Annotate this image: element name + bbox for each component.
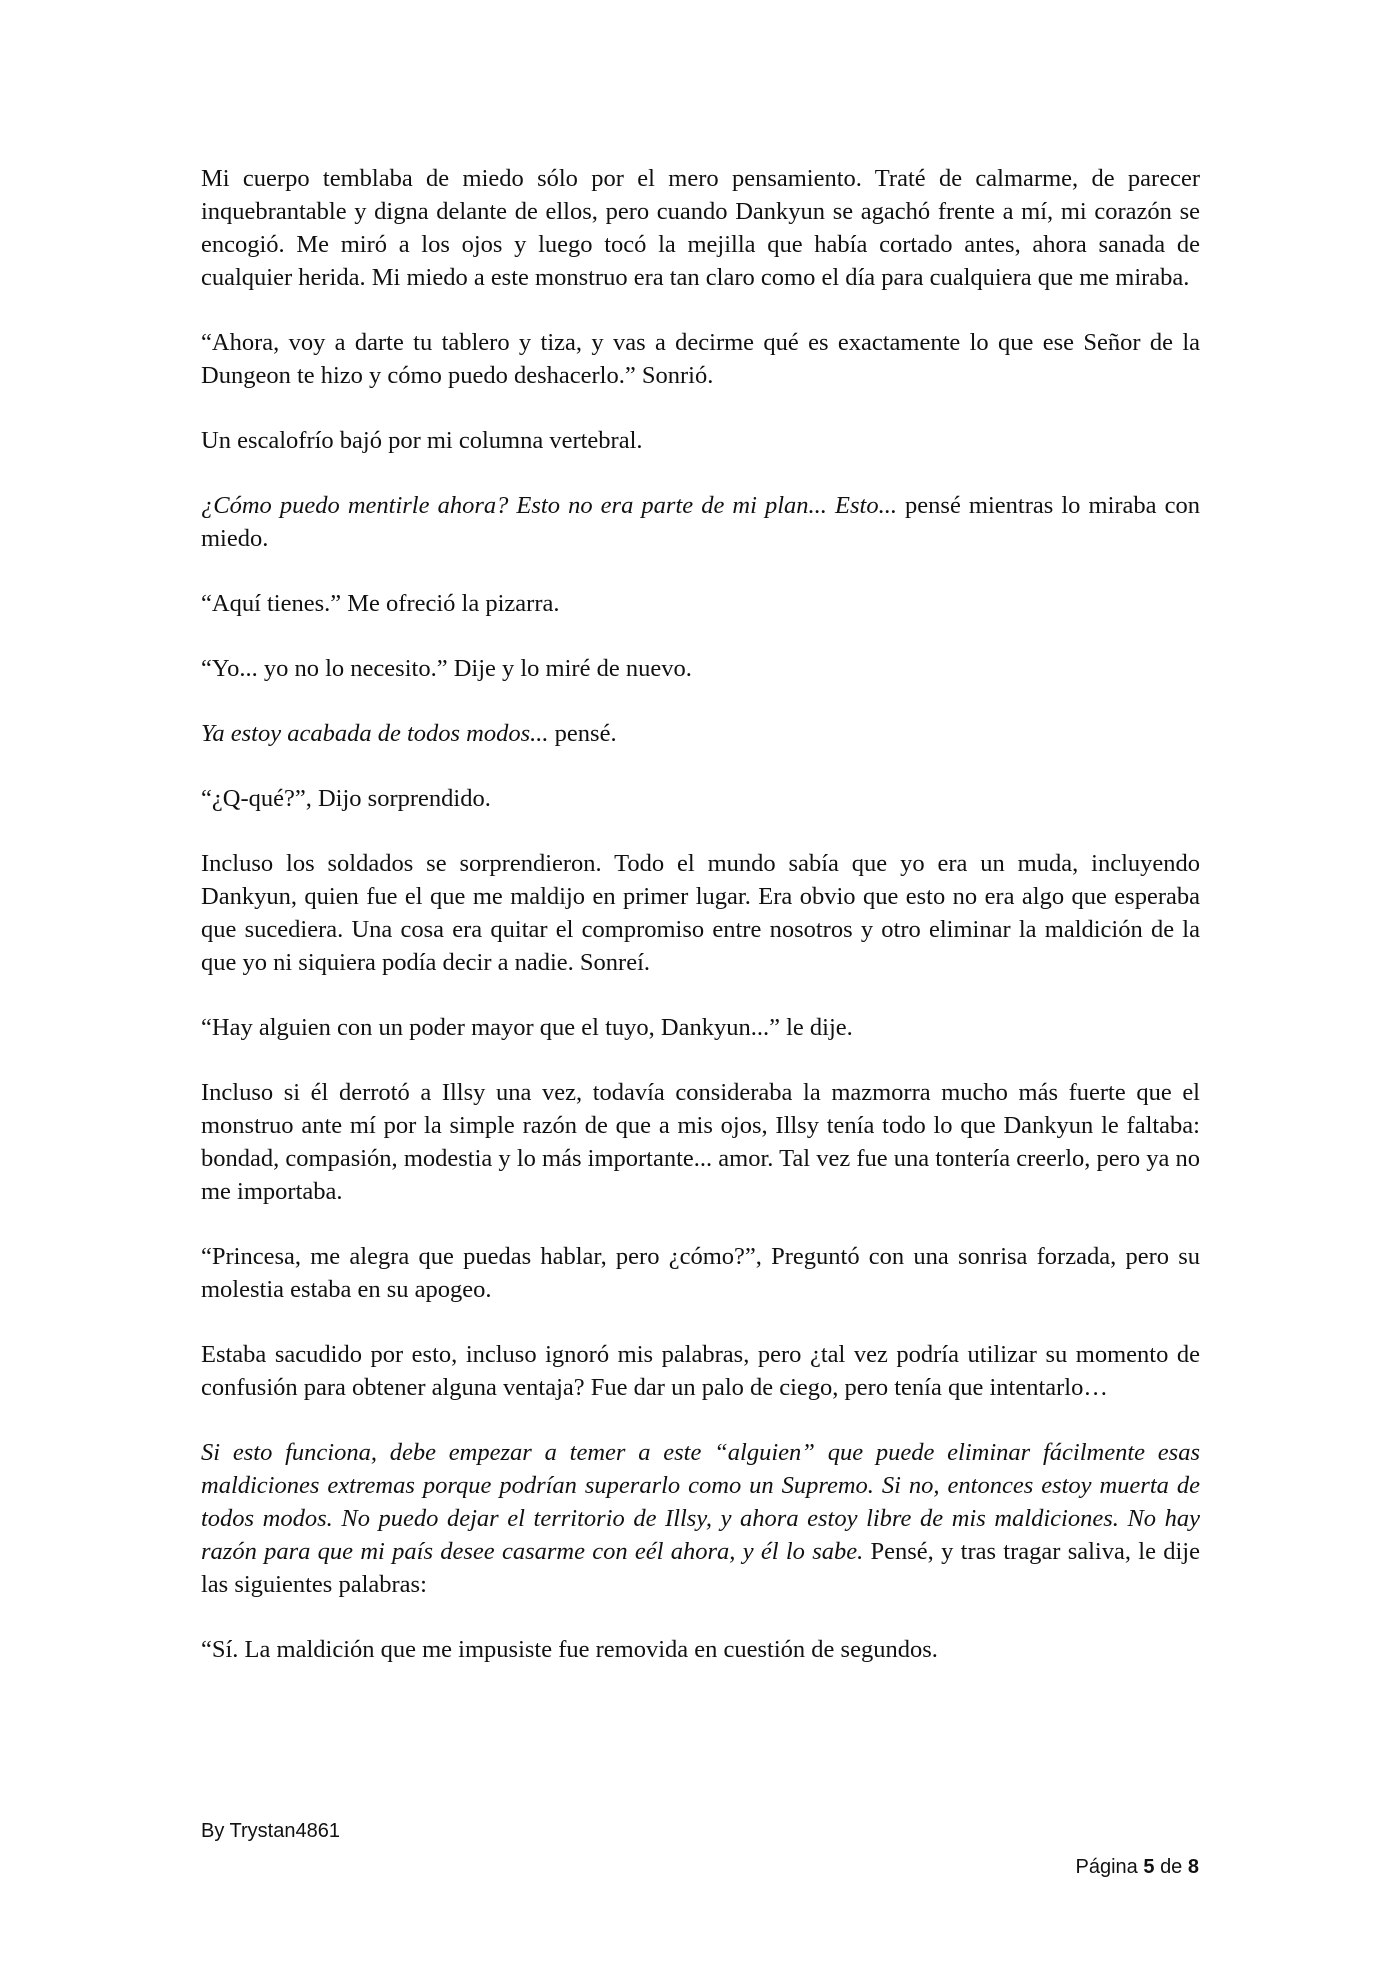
text: Incluso los soldados se sorprendieron. Todo el mundo sabía que yo era un muda, incluyendo Dankyun, quien fue el que me maldijo en primer lugar. Era obvio que esto no era algo que esperaba que sucediera. Una cosa era quitar el compromiso entre nosotros y otro eliminar la maldición de la que yo ni siquiera podía decir a nadie. Sonreí.: [201, 850, 1200, 976]
paragraph: [201, 1633, 1200, 1666]
italic-text: ¿Cómo puedo mentirle ahora? Esto no era parte de mi plan... Esto...: [201, 492, 897, 519]
italic-text: Si esto funciona, debe empezar a temer a este “alguien” que puede eliminar fácilmente esas maldiciones extremas porque podrían superarlo como un Supremo. Si no, entonces estoy muerta de todos modos. No puedo dejar el territorio de Illsy, y ahora estoy libre de mis maldiciones. No hay razón para que mi país desee casarme con eél ahora, y él lo sabe.: [201, 1439, 1200, 1565]
italic-text: Ya estoy acabada de todos modos...: [201, 720, 549, 747]
paragraph: [201, 424, 1200, 457]
paragraph: [201, 1011, 1200, 1044]
text: pensé mientras lo miraba con miedo.: [201, 492, 1200, 552]
page-label: Página: [1075, 1856, 1138, 1878]
paragraph: [201, 652, 1200, 685]
paragraph: [201, 489, 1200, 555]
text: Un escalofrío bajó por mi columna vertebral.: [201, 427, 643, 454]
text: “¿Q-qué?”, Dijo sorprendido.: [201, 785, 491, 812]
text: “Princesa, me alegra que puedas hablar, pero ¿cómo?”, Preguntó con una sonrisa forzada, pero su molestia estaba en su apogeo.: [201, 1243, 1200, 1303]
text: “Yo... yo no lo necesito.” Dije y lo miré de nuevo.: [201, 655, 692, 682]
text: pensé.: [548, 720, 617, 747]
paragraph: [201, 847, 1200, 979]
text: Estaba sacudido por esto, incluso ignoró mis palabras, pero ¿tal vez podría utilizar su momento de confusión para obtener alguna ventaja? Fue dar un palo de ciego, pero tenía que intentarlo…: [201, 1341, 1200, 1401]
paragraph: [201, 1436, 1200, 1601]
paragraph: [201, 326, 1200, 392]
document-body: [201, 162, 1200, 1698]
footer-page-number: [1076, 1856, 1199, 1879]
text: “Sí. La maldición que me impusiste fue removida en cuestión de segundos.: [201, 1636, 938, 1663]
page-current: 5: [1143, 1856, 1155, 1878]
paragraph: [201, 1338, 1200, 1404]
footer-author: By Trystan4861: [201, 1820, 340, 1842]
paragraph: [201, 162, 1200, 294]
paragraph: [201, 587, 1200, 620]
text: Mi cuerpo temblaba de miedo sólo por el mero pensamiento. Traté de calmarme, de parecer inquebrantable y digna delante de ellos, pero cuando Dankyun se agachó frente a mí, mi corazón se encogió. Me miró a los ojos y luego tocó la mejilla que había cortado antes, ahora sanada de cualquier herida. Mi miedo a este monstruo era tan claro como el día para cualquiera que me miraba.: [201, 165, 1200, 291]
text: Pensé, y tras tragar saliva, le dije las siguientes palabras:: [201, 1538, 1200, 1598]
paragraph: [201, 1240, 1200, 1306]
text: Incluso si él derrotó a Illsy una vez, todavía consideraba la mazmorra mucho más fuerte que el monstruo ante mí por la simple razón de que a mis ojos, Illsy tenía todo lo que Dankyun le faltaba: bondad, compasión, modestia y lo más importante... amor. Tal vez fue una tontería creerlo, pero ya no me importaba.: [201, 1079, 1200, 1205]
text: “Hay alguien con un poder mayor que el tuyo, Dankyun...” le dije.: [201, 1014, 853, 1041]
text: “Ahora, voy a darte tu tablero y tiza, y vas a decirme qué es exactamente lo que ese Señor de la Dungeon te hizo y cómo puedo deshacerlo.” Sonrió.: [201, 329, 1200, 389]
paragraph: [201, 717, 1200, 750]
page-total: 8: [1187, 1856, 1199, 1878]
page-of: de: [1160, 1856, 1183, 1878]
paragraph: [201, 1076, 1200, 1208]
text: “Aquí tienes.” Me ofreció la pizarra.: [201, 590, 560, 617]
paragraph: [201, 782, 1200, 815]
